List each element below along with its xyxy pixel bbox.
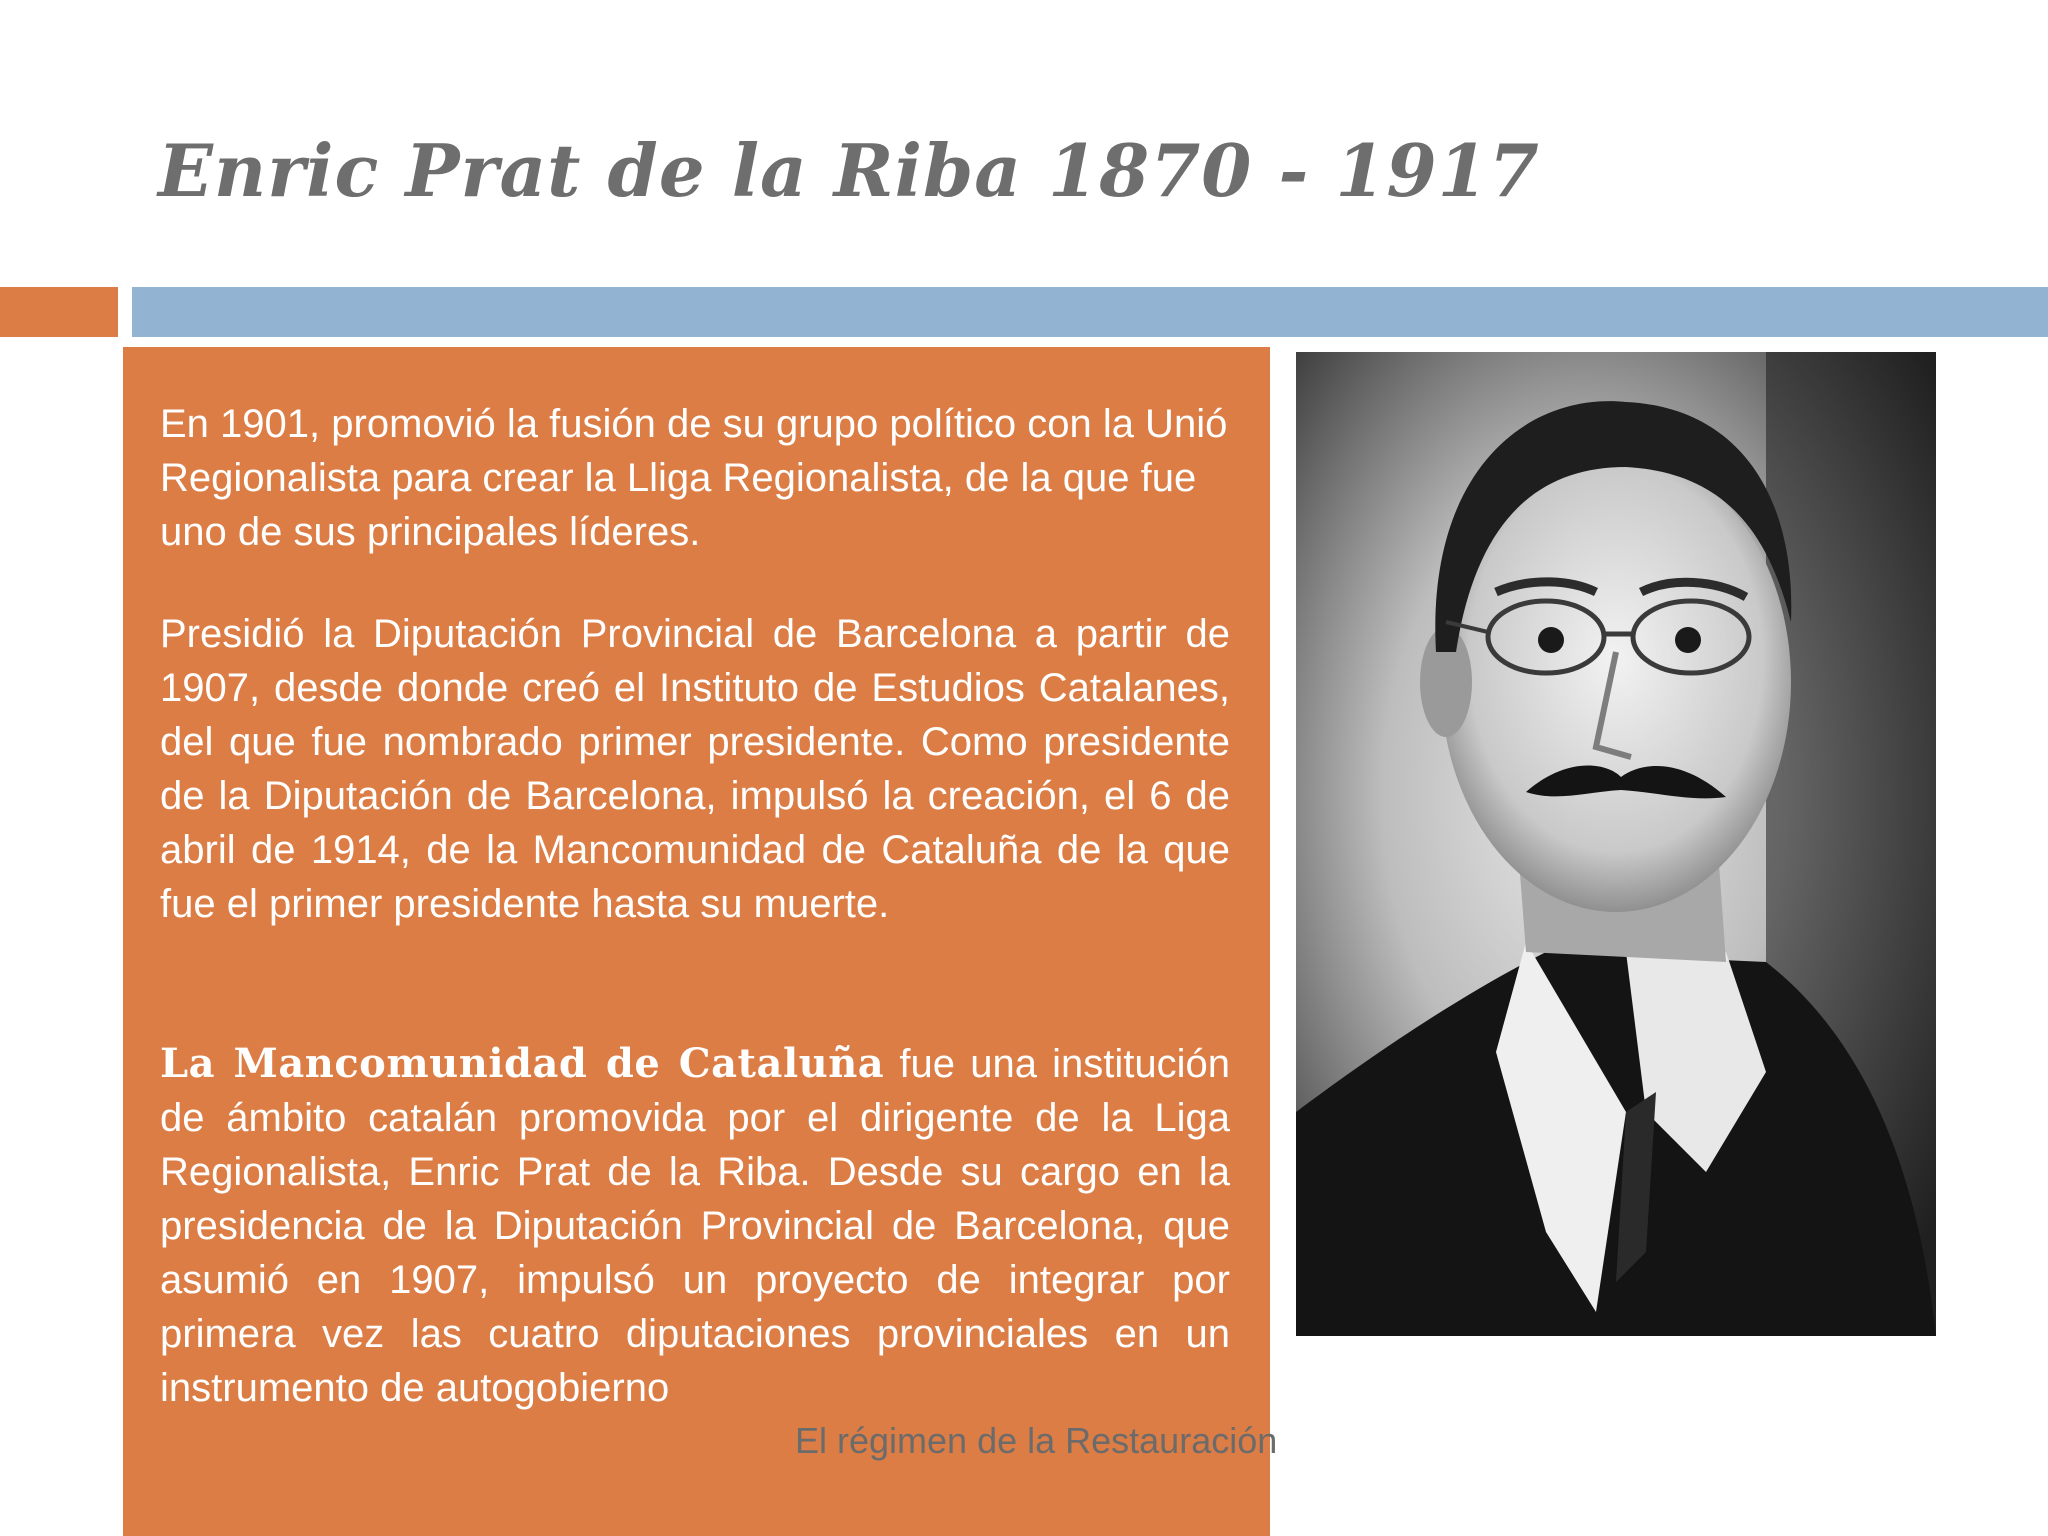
portrait-illustration [1296, 352, 1936, 1336]
footer-text: El régimen de la Restauración [795, 1420, 1278, 1461]
mancomunidad-lead: La Mancomunidad de Cataluña [160, 1040, 885, 1087]
slide-title: Enric Prat de la Riba 1870 - 1917 [158, 128, 1540, 213]
portrait-photo [1296, 352, 1936, 1336]
paragraph-lliga: En 1901, promovió la fusión de su grupo político con la Unió Regionalista para crear la Lliga Regionalista, de la que fue uno de sus principales líderes. [160, 402, 1228, 554]
paragraph-mancomunidad [160, 1037, 1230, 1415]
paragraph-diputacion: Presidió la Diputación Provincial de Barcelona a partir de 1907, desde donde creó el Instituto de Estudios Catalanes, del que fue nombrado primer presidente. Como presidente de la Diputación de Barcelona, impulsó la creación, el 6 de abril de 1914, de la Mancomunidad de Cataluña de la que fue el primer presidente hasta su muerte. [160, 612, 1230, 926]
accent-bar-orange [0, 287, 118, 337]
mancomunidad-text: fue una institución de ámbito catalán promovida por el dirigente de la Liga Regionalista, Enric Prat de la Riba. Desde su cargo en la presidencia de la Diputación Provincial de Barcelona, que asumió en 1907, impulsó un proyecto de integrar por primera vez las cuatro diputaciones provinciales en un instrumento de autogobierno [160, 1042, 1230, 1410]
accent-bar-blue [132, 287, 2048, 337]
